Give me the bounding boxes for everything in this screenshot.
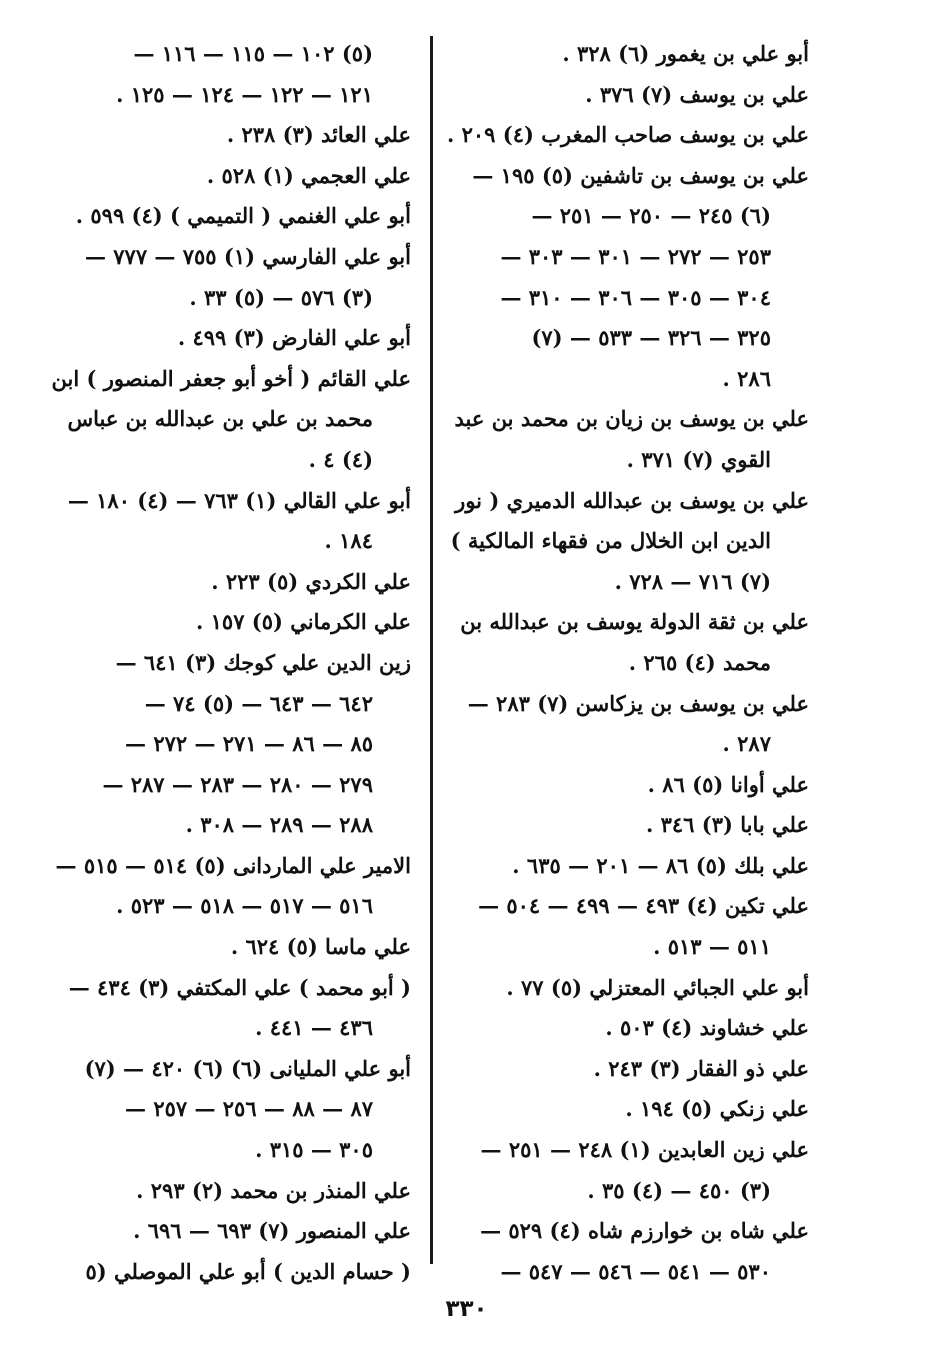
index-entry-line: الامير علي الماردانى (٥) ٥١٤ — ٥١٥ — [55,852,411,878]
index-entry-line: علي بن يوسف بن زيان بن محمد بن عبد [454,406,809,432]
page-number: ٣٣٠ [445,1296,488,1322]
index-entry-line: ٢٨٧ . [722,731,771,757]
index-entry-line: علي بن يوسف بن تاشفين (٥) ١٩٥ — [472,162,809,188]
index-entry-line: ٥٣٠ — ٥٤١ — ٥٤٦ — ٥٤٧ — [500,1258,771,1284]
index-entry-line: علي تكين (٤) ٤٩٣ — ٤٩٩ — ٥٠٤ — [478,893,809,919]
index-entry-line: ٨٧ — ٨٨ — ٢٥٦ — ٢٥٧ — [125,1096,373,1122]
index-entry-line: ( أبو محمد ) علي المكتفي (٣) ٤٣٤ — [68,974,411,1000]
index-entry-line: (٥) ١٠٢ — ١١٥ — ١١٦ — [133,41,373,66]
index-entry-line: أبو علي الفارسي (١) ٧٥٥ — ٧٧٧ — [84,243,411,269]
column-divider [430,36,433,1264]
index-entry-line: علي بن ثقة الدولة يوسف بن عبدالله بن [460,609,809,635]
index-entry-line: علي بابا (٣) ٣٤٦ . [645,812,809,838]
index-entry-line: علي خشاوند (٤) ٥٠٣ . [605,1015,809,1041]
index-entry-line: (٦) ٢٤٥ — ٢٥٠ — ٢٥١ — [531,203,771,229]
index-entry-line: علي الكردي (٥) ٢٢٣ . [211,568,411,594]
index-entry-line: علي شاه بن خوارزم شاه (٤) ٥٢٩ — [480,1218,809,1244]
index-entry-line: ٢٨٨ — ٢٨٩ — ٣٠٨ . [185,812,373,838]
index-entry-line: القوي (٧) ٣٧١ . [626,446,771,472]
index-entry-line: علي أوانا (٥) ٨٦ . [647,771,809,797]
index-entry-line: ٤٣٦ — ٤٤١ . [255,1015,373,1041]
index-entry-line: أبو علي الفارض (٣) ٤٩٩ . [177,325,411,351]
index-entry-line: (٧) ٧١٦ — ٧٢٨ . [614,568,771,594]
index-entry-line: علي العجمي (١) ٥٢٨ . [206,162,411,188]
index-entry-line: علي بن يوسف بن يزكاسن (٧) ٢٨٣ — [467,690,809,716]
index-entry-line: علي بلك (٥) ٨٦ — ٢٠١ — ٦٣٥ . [512,852,809,878]
left-column [51,34,411,1292]
index-entry-line: (٤) ٤ . [308,446,373,472]
index-entry-line: ٢٨٦ . [722,365,771,391]
index-entry-line: محمد (٤) ٢٦٥ . [628,649,771,675]
index-entry-line: علي بن يوسف بن عبدالله الدميري ( نور [455,487,809,513]
index-entry-line: ١٨٤ . [324,528,373,554]
index-entry-line: علي بن يوسف (٧) ٣٧٦ . [585,81,809,107]
right-column [446,34,809,1292]
index-entry-line: علي القائم ( أخو أبو جعفر المنصور ) ابن [51,365,411,391]
index-entry-line: ١٢١ — ١٢٢ — ١٢٤ — ١٢٥ . [116,81,373,107]
index-entry-line: ٢٧٩ — ٢٨٠ — ٢٨٣ — ٢٨٧ — [102,771,373,797]
index-entry-line: ٦٤٢ — ٦٤٣ — (٥) ٧٤ — [144,690,373,716]
index-entry-line: ٥١٦ — ٥١٧ — ٥١٨ — ٥٢٣ . [116,893,373,919]
index-entry-line: أبو علي الغنمي ( التميمي ) (٤) ٥٩٩ . [75,203,411,229]
index-entry-line: ٣٢٥ — ٣٢٦ — ٥٣٣ — (٧) [531,325,771,351]
index-entry-line: أبو علي الجبائي المعتزلي (٥) ٧٧ . [506,974,809,1000]
index-entry-line: الدين ابن الخلال من فقهاء المالكية ) [450,528,771,554]
index-entry-line: أبو علي بن يغمور (٦) ٣٢٨ . [562,41,809,66]
index-entry-line: علي المنذر بن محمد (٢) ٢٩٣ . [136,1177,411,1203]
index-entry-line: أبو علي القالي (١) ٧٦٣ — (٤) ١٨٠ — [67,487,411,513]
index-entry-line: علي زنكي (٥) ١٩٤ . [625,1096,809,1122]
index-entry-line: ( حسام الدين ) أبو علي الموصلي (٥ [85,1258,411,1284]
index-entry-line: ٥١١ — ٥١٣ . [653,934,771,960]
index-entry-line: أبو علي المليانى (٦) (٦) ٤٢٠ — (٧) [84,1055,411,1081]
index-entry-line: ٨٥ — ٨٦ — ٢٧١ — ٢٧٢ — [125,731,373,757]
index-entry-line: علي العائد (٣) ٢٣٨ . [226,122,411,148]
index-entry-line: (٣) ٥٧٦ — (٥) ٣٣ . [189,284,373,310]
index-entry-line: زين الدين علي كوجك (٣) ٦٤١ — [115,649,411,675]
index-entry-line: ٣٠٥ — ٣١٥ . [255,1137,373,1163]
index-entry-line: علي الكرماني (٥) ١٥٧ . [196,609,411,635]
index-entry-line: محمد بن علي بن عبدالله بن عباس [67,406,373,432]
index-entry-line: ٣٠٤ — ٣٠٥ — ٣٠٦ — ٣١٠ — [500,284,771,310]
index-entry-line: (٣) ٤٥٠ — (٤) ٣٥ . [587,1177,771,1203]
index-entry-line: علي ماسا (٥) ٦٢٤ . [230,934,411,960]
index-entry-line: علي بن يوسف صاحب المغرب (٤) ٢٠٩ . [446,122,809,148]
index-entry-line: ٢٥٣ — ٢٧٢ — ٣٠١ — ٣٠٣ — [500,243,771,269]
index-entry-line: علي ذو الفقار (٣) ٢٤٣ . [593,1055,809,1081]
index-entry-line: علي المنصور (٧) ٦٩٣ — ٦٩٦ . [133,1218,411,1244]
index-entry-line: علي زين العابدين (١) ٢٤٨ — ٢٥١ — [480,1137,809,1163]
